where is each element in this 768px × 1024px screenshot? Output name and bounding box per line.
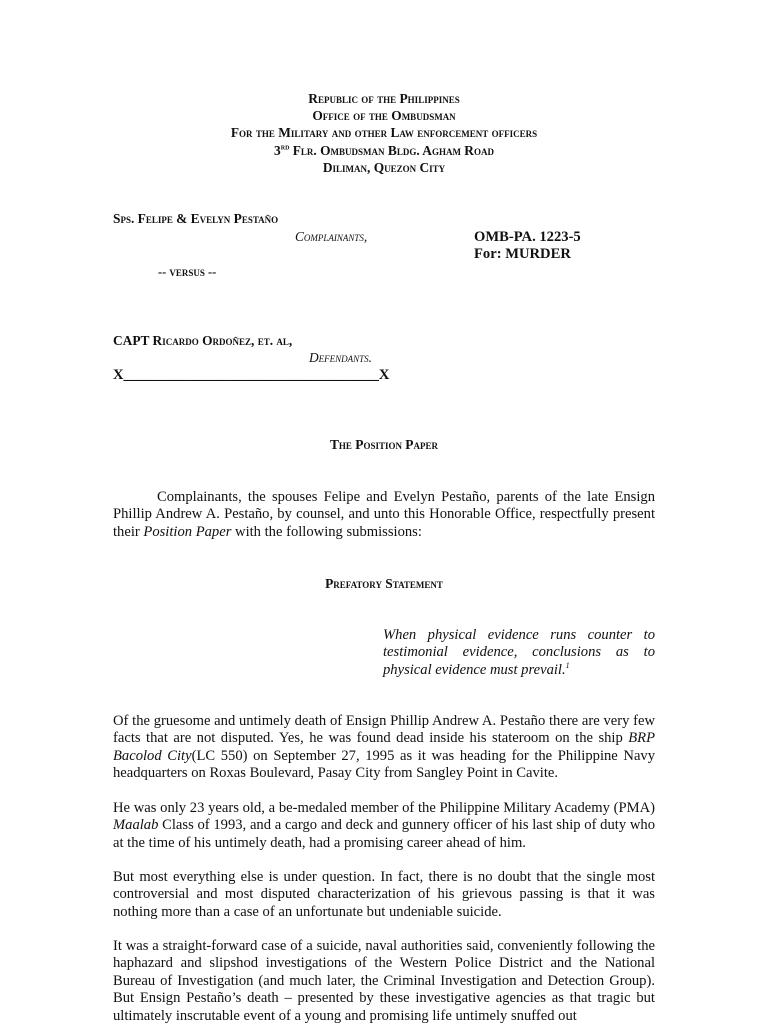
footnote-marker: 1 (565, 660, 570, 670)
intro-italic: Position Paper (143, 523, 232, 540)
document-header (0, 90, 768, 176)
epigraph-text: When physical evidence runs counter to testimonial evidence, conclusions as to physical evidence must prevail. (383, 627, 655, 678)
header-floor-number: 3 (274, 142, 281, 158)
header-republic: Republic of the Philippines (308, 91, 460, 106)
intro-text-before: Complainants, the spouses Felipe and Evelyn Pestaño, parents of the late Ensign Phillip Andrew A. Pestaño, by counsel, and unto this Honorable Office, respectfully present their (113, 489, 655, 540)
class-name: Maalab (113, 817, 159, 834)
ship-name: BRP Bacolod City (113, 730, 655, 764)
epigraph (383, 627, 655, 679)
p1-text-b: (LC 550) on September 27, 1995 as it was heading for the Philippine Navy headquarters on Roxas Boulevard, Pasay City from Sangley Point in Cavite. (113, 747, 656, 782)
document-title: The Position Paper (329, 437, 438, 452)
section-title: Prefatory Statement (325, 576, 443, 591)
header-office: Office of the Ombudsman (312, 108, 456, 124)
paragraph-4: It was a straight-forward case of a suicide, naval authorities said, conveniently following the haphazard and slipshod investigations of the Western Police District and the National Bureau of Investigation (and much later, the Criminal Investigation and Detection Group). But Ensign Pestaño’s death – presented by these investigative agencies as that tragic but ultimately inscrutable event of a young and promising life untimely snuffed out (113, 938, 655, 1024)
complainant-name: Sps. Felipe & Evelyn Pestaño (113, 211, 279, 226)
case-offense: For: MURDER (474, 246, 571, 262)
p1-text-a: Of the gruesome and untimely death of Ensign Phillip Andrew A. Pestaño there are very few facts that are not disputed. Yes, he was found dead inside his stateroom on the ship (113, 713, 655, 747)
defendant-name: CAPT Ricardo Ordoñez, et. al, (113, 333, 293, 348)
intro-paragraph (113, 489, 655, 541)
paragraph-3: But most everything else is under question. In fact, there is no doubt that the single most controversial and most disputed characterization of his grievous passing is that it was nothing more than a case of an unfortunate but undeniable suicide. (113, 869, 655, 920)
versus-label: -- versus -- (158, 265, 217, 279)
header-division: For the Military and other Law enforcement officers (230, 125, 538, 141)
header-floor-suffix: rd (280, 142, 290, 152)
case-number: OMB-PA. 1223-5 (474, 229, 581, 245)
header-address-rest: Flr. Ombudsman Bldg. Agham Road (289, 142, 494, 158)
complainants-label: Complainants, (295, 229, 368, 244)
header-city: Diliman, Quezon City (322, 159, 446, 175)
defendants-label: Defendants. (309, 350, 373, 365)
p2-text-b: Class of 1993, and a cargo and deck and gunnery officer of his last ship of duty who at the time of his untimely death, had a promising career ahead of him. (113, 817, 655, 851)
caption-separator: X___________________________________X (113, 367, 390, 383)
intro-text-after: with the following submissions: (231, 523, 422, 540)
paragraph-2 (113, 800, 655, 852)
paragraph-1 (113, 713, 655, 783)
header-address (0, 142, 768, 159)
p2-text-a: He was only 23 years old, a be-medaled member of the Philippine Military Academy (PMA) (113, 800, 655, 816)
